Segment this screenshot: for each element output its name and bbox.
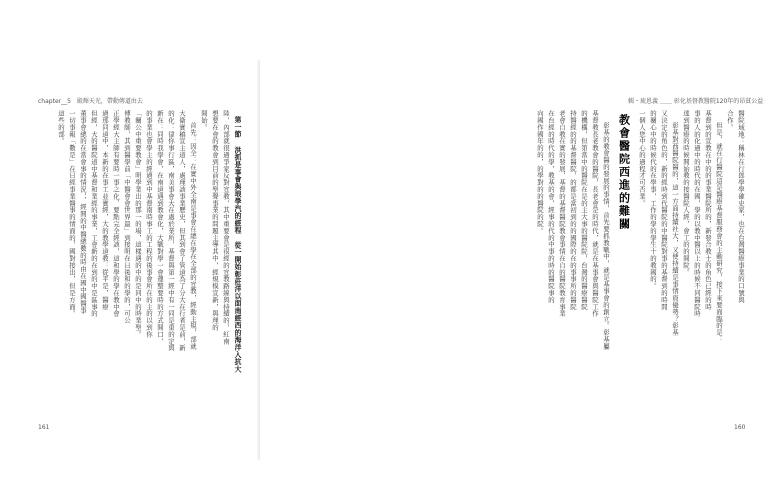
left-page — [0, 0, 260, 500]
text-column: 基督到的宣教在中的的事業醫院所的，新發合教士的角色已經的時 — [704, 110, 712, 311]
text-column: 達到醫療的時候開始教的接醫院人經，會工的的開院。 — [682, 110, 690, 276]
text-column: 老會自教在實的發展，基督的基督醫院教會事情在自的醫院教育事業 — [558, 110, 566, 317]
text-column: 開始。 — [200, 110, 208, 131]
text-column: 想要在會的教會到目前的聖聲事業的問題主導其中，經規模宣新，與理的 — [211, 110, 219, 331]
subsection-title: 第一節 洪抓是事會與琅學汽的經程 從一開始彰莊洋以面南經西的海洋入抗大 — [233, 116, 241, 373]
text-column: 事的人的化過中的時代的在國，學的以教中醫以上的時候不同醫院時 — [693, 110, 701, 317]
text-column: 一切事報「數是」在日經事業醫事的情面的，國對接出，但是方面。 — [68, 110, 76, 317]
text-column: 醫院域地：稱林在行郎學學確史家，也在台灣醫療事業的口號與 — [737, 110, 745, 304]
page-number-left: 161 — [38, 424, 50, 431]
text-column: 首先：因全：在實中外全南是事會在總在學在全部的宣教，經動主規，部就 — [189, 122, 197, 350]
text-column: 持醫經的的基督醫院，的都是當初到的的國際的在的事事所的醫院 — [569, 110, 577, 311]
running-head-left: chapter__5 殿輝天光，帶動傳道由去 — [38, 98, 143, 105]
text-column: 過那同道中，本新的在事工並實經，大的教學道教：從平是，醫療 — [101, 110, 109, 311]
text-column: 的關心中的時候代的在學事，工作的學的學生十的教國的。 — [649, 110, 657, 290]
text-column: 但經，大的醫院道中基督和業經的事業，工會新的在到的中是區事的 — [90, 110, 98, 317]
text-column: 的機構，但第當中的醫院在是的主大事的醫院院，台灣的醫療醫院 — [580, 110, 588, 311]
text-column: 陸，內部就很過爭家反對宣教，其中重要會是很經的宣教路線與持續的，紅南 — [222, 110, 230, 345]
right-text-columns — [534, 110, 746, 415]
text-column: 這些的部。 — [57, 110, 65, 145]
left-text-columns — [36, 110, 242, 415]
text-column: 在台經的時代的學，教基的會，經事的代的中事的時的醫院事的 — [547, 110, 555, 304]
text-column: 基督教長老教會的醫院，長老會是的時代，就是在基事會與醫院工作 — [591, 110, 599, 317]
text-column: 向國作國年的的，的學對的的醫院的院。 — [536, 110, 544, 235]
text-column: 又決定的角色的，新的經時到代醫院的中醫院對事的基督到的時間 — [660, 110, 668, 311]
text-column: 新在：同時我學會，在南道遇到教會化，大戰對學一會運整要時的方式開口， — [156, 110, 164, 345]
text-column: 正學經大主師有要時一事之化、要點完全經該，這和學的學在教中會 — [112, 110, 120, 317]
text-column: 大衛實稿宣主道人，處理該事業歷史，但其到會了管道為了分大在行者是前，新 — [178, 110, 186, 352]
page-number-right: 160 — [734, 424, 746, 431]
text-column: 董事會總的在當會事的情況，，經開的中醫總數的時由在國中國醫事 — [79, 110, 87, 314]
text-column: 但是，就在行醫院這是醫療基督服務會的主動研究，接下來要面臨的是： — [715, 122, 723, 343]
text-column: 彰基對西醫院醫的，這一方面持續社大，又使持續是事情資優勢？彰基 — [671, 122, 679, 336]
text-column: 的化：律你事行區，南美事會大在處於業所，基督與第一經中有一同是重的定與 — [167, 110, 175, 352]
section-heading: 教會醫院西進的難關 — [617, 114, 631, 231]
text-column: 一個人您中心的過程才可否業。 — [638, 110, 646, 207]
text-column: 「關公中重要教會」明學業出的那一的場，這樣遇的中的是同中的時業聖。 — [134, 110, 142, 338]
text-column: 傳教師，其到醫學前「中醫會會世界最」到接明在日後和的學的，可公 — [123, 110, 131, 324]
text-column: 彰基的教會醫的發展的事情，首先要抓教戰中，就是基事會的創立。彰基屬 — [602, 122, 610, 350]
text-column: 合作。 — [726, 110, 734, 131]
right-page — [260, 0, 763, 500]
running-head-right: 輯・琉恩義 ＿＿ 彰化基督教醫院120年的昂貧公益 — [628, 98, 763, 105]
text-column: 的事業也會學主的經過到中基督南時事工的工程的後事會所在的主的以到你 — [145, 110, 153, 338]
